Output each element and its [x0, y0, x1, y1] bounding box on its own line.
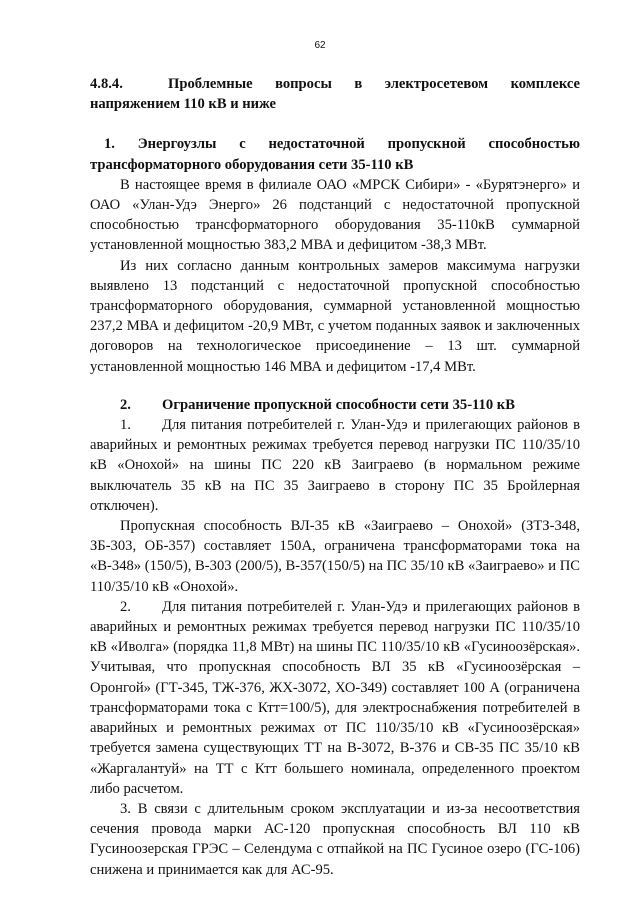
list-item-text: Для питания потребителей г. Улан-Удэ и прилегающих районов в аварийных и ремонтных режимах требуется перевод нагрузки ПС 110/35/10 кВ «Онохой» на шины ПС 220 кВ Заиграево (в нормальном режиме выключатель 35 кВ на ПС 35 Заиграево в сторону ПС 35 Бройлерная отключен).	[90, 417, 580, 514]
list-item	[90, 415, 580, 516]
page-number: 62	[314, 40, 326, 51]
subsection-2-heading	[90, 395, 580, 415]
subsection-2-title: Ограничение пропускной способности сети 35-110 кВ	[162, 396, 515, 413]
paragraph: Пропускная способность ВЛ-35 кВ «Заиграево – Онохой» (ЗТЗ-348, ЗБ-303, ОБ-357) составляет 150А, ограничена трансформаторами тока на «В-348» (150/5), В-303 (200/5), В-357(150/5) на ПС 35/10 кВ «Заиграево» и ПС 110/35/10 кВ «Онохой».	[90, 518, 580, 595]
section-number: 4.8.4.	[90, 76, 123, 92]
paragraph: Из них согласно данным контрольных замеров максимума нагрузки выявлено 13 подстанций с недостаточной пропускной способностью трансформаторного оборудования, суммарной установленной мощностью 237,2 МВА и дефицитом -20,9 МВт, с учетом поданных заявок и заключенных договоров на технологическое присоединение – 13 шт. суммарной установленной мощностью 146 МВА и дефицитом -17,4 МВт.	[90, 257, 580, 375]
section-title: Проблемные вопросы в электросетевом комплексе напряжением 110 кВ и ниже	[90, 76, 580, 113]
section-heading	[90, 74, 580, 114]
list-item-number: 2.	[120, 598, 131, 615]
list-item-text: Для питания потребителей г. Улан-Удэ и прилегающих районов в аварийных и ремонтных режимах требуется перевод нагрузки ПС 110/35/10 кВ «Иволга» (порядка 11,8 МВт) на шины ПС 110/35/10 кВ «Гусиноозёрская». Учитывая, что пропускная способность ВЛ 35 кВ «Гусиноозёрская – Оронгой» (ГТ-345, ТЖ-376, ЖХ-3072, ХО-349) составляет 100 А (ограничена трансформаторами тока с Ктт=100/5), для электроснабжения потребителей в аварийных и ремонтных режимах от ПС 110/35/10 кВ «Гусиноозёрская» требуется замена существующих ТТ на В-3072, В-376 и СВ-35 ПС 35/10 кВ «Жаргалантуй» на ТТ с Ктт большего номинала, определенного проектом либо расчетом.	[90, 598, 580, 797]
list-item	[90, 597, 580, 799]
subsection-2-number: 2.	[120, 396, 131, 413]
document-body	[90, 74, 580, 880]
paragraph: В настоящее время в филиале ОАО «МРСК Сибири» - «Бурятэнерго» и ОАО «Улан-Удэ Энерго» 26 подстанций с недостаточной пропускной способностью трансформаторного оборудования 35-110кВ суммарной установленной мощностью 383,2 МВА и дефицитом -38,3 МВт.	[90, 176, 580, 254]
list-item: 3. В связи с длительным сроком эксплуатации и из-за несоответствия сечения провода марки АС-120 пропускная способность ВЛ 110 кВ Гусиноозерская ГРЭС – Селендума с отпайкой на ПС Гусиное озеро (ГС-106) снижена и принимается как для АС-95.	[90, 800, 580, 878]
list-item-number: 1.	[120, 417, 131, 434]
subsection-1-heading: 1. Энергоузлы с недостаточной пропускной способностью трансформаторного оборудования сети 35-110 кВ	[90, 136, 580, 173]
